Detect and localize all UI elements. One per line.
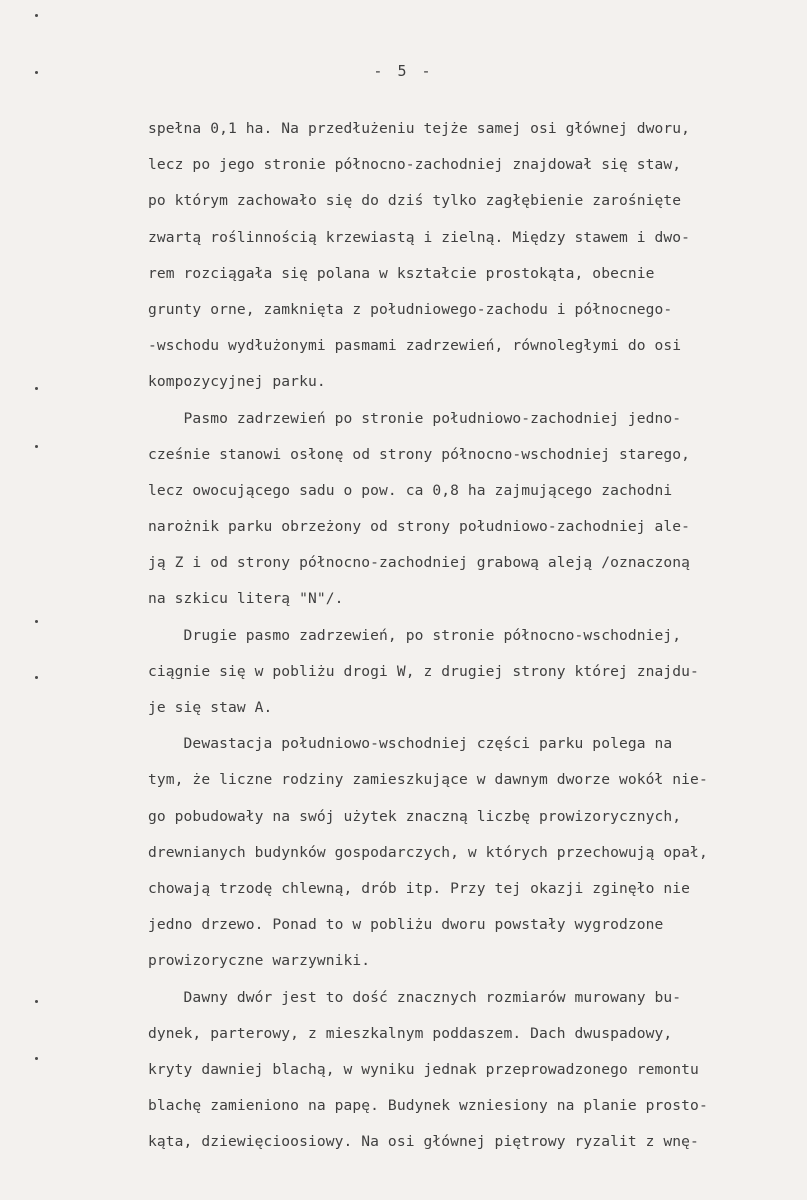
text-line: Dewastacja południowo-wschodniej części parku polega na <box>148 735 673 753</box>
text-line: tym, że liczne rodziny zamieszkujące w dawnym dworze wokół nie- <box>148 771 708 789</box>
margin-mark <box>35 387 38 390</box>
text-line: po którym zachowało się do dziś tylko zagłębienie zarośnięte <box>148 192 682 210</box>
text-line: rem rozciągała się polana w kształcie prostokąta, obecnie <box>148 264 655 282</box>
text-line: ciągnie się w pobliżu drogi W, z drugiej strony której znajdu- <box>148 662 699 680</box>
margin-mark <box>35 1000 38 1003</box>
text-line: spełna 0,1 ha. Na przedłużeniu tejże samej osi głównej dworu, <box>148 120 691 137</box>
text-line: chowają trzodę chlewną, drób itp. Przy tej okazji zginęło nie <box>148 879 691 897</box>
page-number: - 5 - <box>373 62 434 80</box>
margin-mark <box>35 620 38 623</box>
text-line: Pasmo zadrzewień po stronie południowo-zachodniej jedno- <box>148 409 682 427</box>
text-line: ją Z i od strony północno-zachodniej grabową aleją /oznaczoną <box>148 554 691 572</box>
text-line: Dawny dwór jest to dość znacznych rozmiarów murowany bu- <box>148 988 682 1006</box>
text-line: zwartą roślinnością krzewiastą i zielną. Między stawem i dwo- <box>148 228 691 246</box>
text-line: Drugie pasmo zadrzewień, po stronie północno-wschodniej, <box>148 626 682 644</box>
text-line: je się staw A. <box>148 699 273 716</box>
text-line: kompozycyjnej parku. <box>148 373 326 391</box>
text-line: drewnianych budynków gospodarczych, w których przechowują opał, <box>148 843 708 861</box>
text-line: go pobudowały na swój użytek znaczną liczbę prowizorycznych, <box>148 807 682 825</box>
text-line: dynek, parterowy, z mieszkalnym poddaszem. Dach dwuspadowy, <box>148 1024 673 1042</box>
margin-mark <box>35 676 38 679</box>
text-line: grunty orne, zamknięta z południowego-zachodu i północnego- <box>148 300 673 318</box>
text-line: lecz po jego stronie północno-zachodniej znajdował się staw, <box>148 156 682 174</box>
text-line: -wschodu wydłużonymi pasmami zadrzewień, równoległymi do osi <box>148 337 682 355</box>
margin-mark <box>35 14 38 17</box>
text-line: jedno drzewo. Ponad to w pobliżu dworu powstały wygrodzone <box>148 916 664 934</box>
text-line: narożnik parku obrzeżony od strony południowo-zachodniej ale- <box>148 518 691 536</box>
body-text <box>148 119 778 1168</box>
margin-mark <box>35 445 38 448</box>
text-line: lecz owocującego sadu o pow. ca 0,8 ha zajmującego zachodni <box>148 481 673 499</box>
text-line: kryty dawniej blachą, w wyniku jednak przeprowadzonego remontu <box>148 1060 699 1078</box>
text-line: blachę zamieniono na papę. Budynek wzniesiony na planie prosto- <box>148 1097 708 1115</box>
margin-mark <box>35 1057 38 1060</box>
text-line: kąta, dziewięcioosiowy. Na osi głównej piętrowy ryzalit z wnę- <box>148 1133 699 1151</box>
text-line: prowizoryczne warzywniki. <box>148 952 371 970</box>
text-line: na szkicu literą "N"/. <box>148 590 344 608</box>
text-line: cześnie stanowi osłonę od strony północno-wschodniej starego, <box>148 445 691 463</box>
